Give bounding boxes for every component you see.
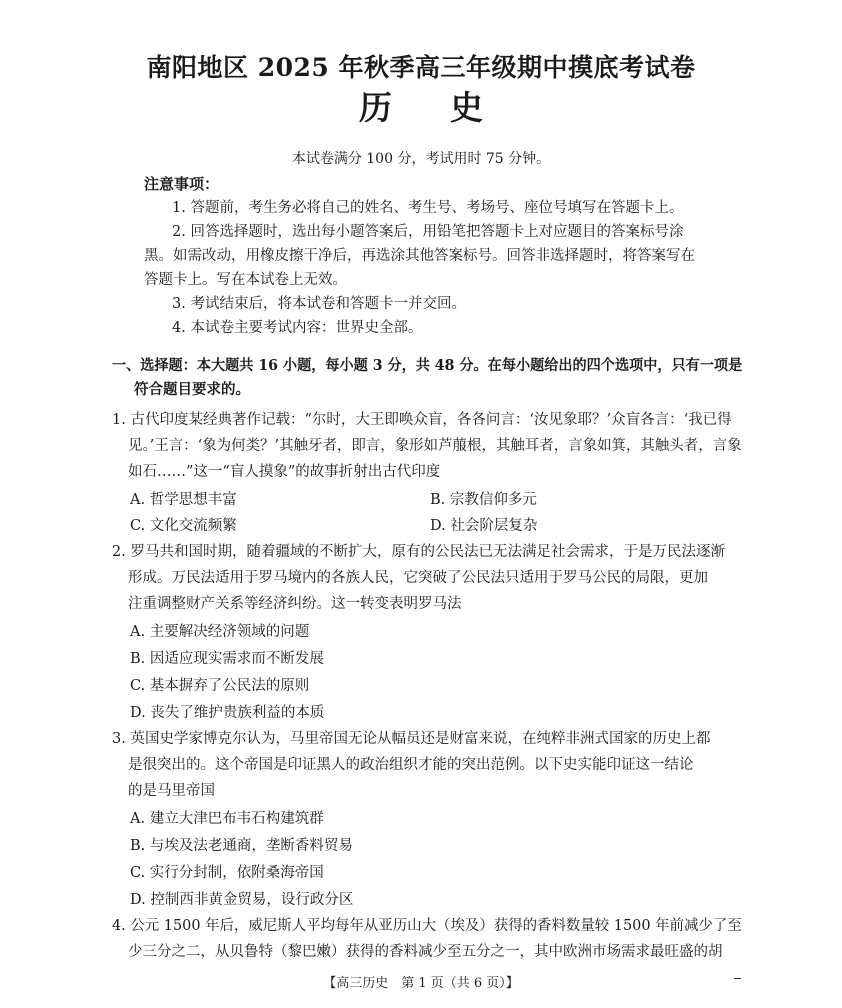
q2-stem: 2. 罗马共和国时期，随着疆域的不断扩大，原有的公民法已无法满足社会需求，于是万民法逐渐 (112, 544, 725, 560)
notice-line: 答题卡上。写在本试卷上无效。 (144, 272, 347, 288)
q3-stem: 是很突出的。这个帝国是印证黑人的政治组织才能的突出范例。以下史实能印证这一结论 (128, 757, 694, 773)
q3-stem: 的是马里帝国 (128, 783, 215, 799)
q3-option: A. 建立大津巴布韦石构建筑群 (130, 811, 324, 827)
page-footer: 【高三历史 第 1 页（共 6 页）】 (323, 976, 519, 991)
q1-option-a: A. 哲学思想丰富 (130, 492, 237, 508)
exam-subject: 历史 (359, 88, 541, 127)
q1-option-b: B. 宗教信仰多元 (430, 492, 537, 508)
q2-option: B. 因适应现实需求而不断发展 (130, 651, 324, 667)
notice-line: 3. 考试结束后，将本试卷和答题卡一并交回。 (172, 296, 466, 312)
q1-option-d: D. 社会阶层复杂 (430, 518, 538, 534)
q2-option: C. 基本摒弃了公民法的原则 (130, 678, 310, 694)
notice-line: 黑。如需改动，用橡皮擦干净后，再选涂其他答案标号。回答非选择题时，将答案写在 (144, 248, 695, 264)
q1-stem: 见。’王言：‘象为何类？’其触牙者，即言，象形如芦菔根，其触耳者，言象如箕，其触头者，言象 (128, 438, 742, 454)
exam-meta: 本试卷满分 100 分，考试用时 75 分钟。 (291, 151, 551, 167)
q1-option-c: C. 文化交流频繁 (130, 518, 237, 534)
section-heading: 一、选择题：本大题共 16 小题，每小题 3 分，共 48 分。在每小题给出的四个选项中，只有一项是 (112, 357, 743, 374)
notice-line: 4. 本试卷主要考试内容：世界史全部。 (172, 320, 423, 336)
q2-stem: 注重调整财产关系等经济纠纷。这一转变表明罗马法 (128, 596, 462, 612)
q2-stem: 形成。万民法适用于罗马境内的各族人民，它突破了公民法只适用于罗马公民的局限，更加 (128, 570, 708, 586)
q3-option: C. 实行分封制，依附桑海帝国 (130, 865, 324, 881)
q2-option: D. 丧失了维护贵族利益的本质 (130, 705, 325, 721)
notice-line: 2. 回答选择题时，选出每小题答案后，用铅笔把答题卡上对应题目的答案标号涂 (172, 224, 684, 240)
q3-option: D. 控制西非黄金贸易，设行政分区 (130, 892, 354, 908)
q3-stem: 3. 英国史学家博克尔认为，马里帝国无论从幅员还是财富来说，在纯粹非洲式国家的历史上都 (112, 731, 711, 747)
q2-option: A. 主要解决经济领域的问题 (130, 624, 310, 640)
q3-option: B. 与埃及法老通商，垄断香料贸易 (130, 838, 353, 854)
exam-title: 南阳地区 2025 年秋季高三年级期中摸底考试卷 (146, 53, 696, 82)
notice-line: 1. 答题前，考生务必将自己的姓名、考生号、考场号、座位号填写在答题卡上。 (172, 200, 684, 216)
q1-stem: 1. 古代印度某经典著作记载：“尔时，大王即唤众盲，各各问言：‘汝见象耶？’众盲各言：‘我已得 (112, 412, 732, 428)
q4-stem: 少三分之二，从贝鲁特（黎巴嫩）获得的香料减少至五分之一，其中欧洲市场需求最旺盛的胡 (128, 944, 723, 960)
q4-stem: 4. 公元 1500 年后，威尼斯人平均每年从亚历山大（埃及）获得的香料数量较 1500 年前减少了至 (112, 918, 742, 934)
footer-dash (734, 978, 741, 979)
notice-heading: 注意事项： (144, 175, 220, 193)
q1-stem: 如石……”这一“盲人摸象”的故事折射出古代印度 (128, 464, 441, 480)
section-heading-cont: 符合题目要求的。 (134, 381, 250, 398)
